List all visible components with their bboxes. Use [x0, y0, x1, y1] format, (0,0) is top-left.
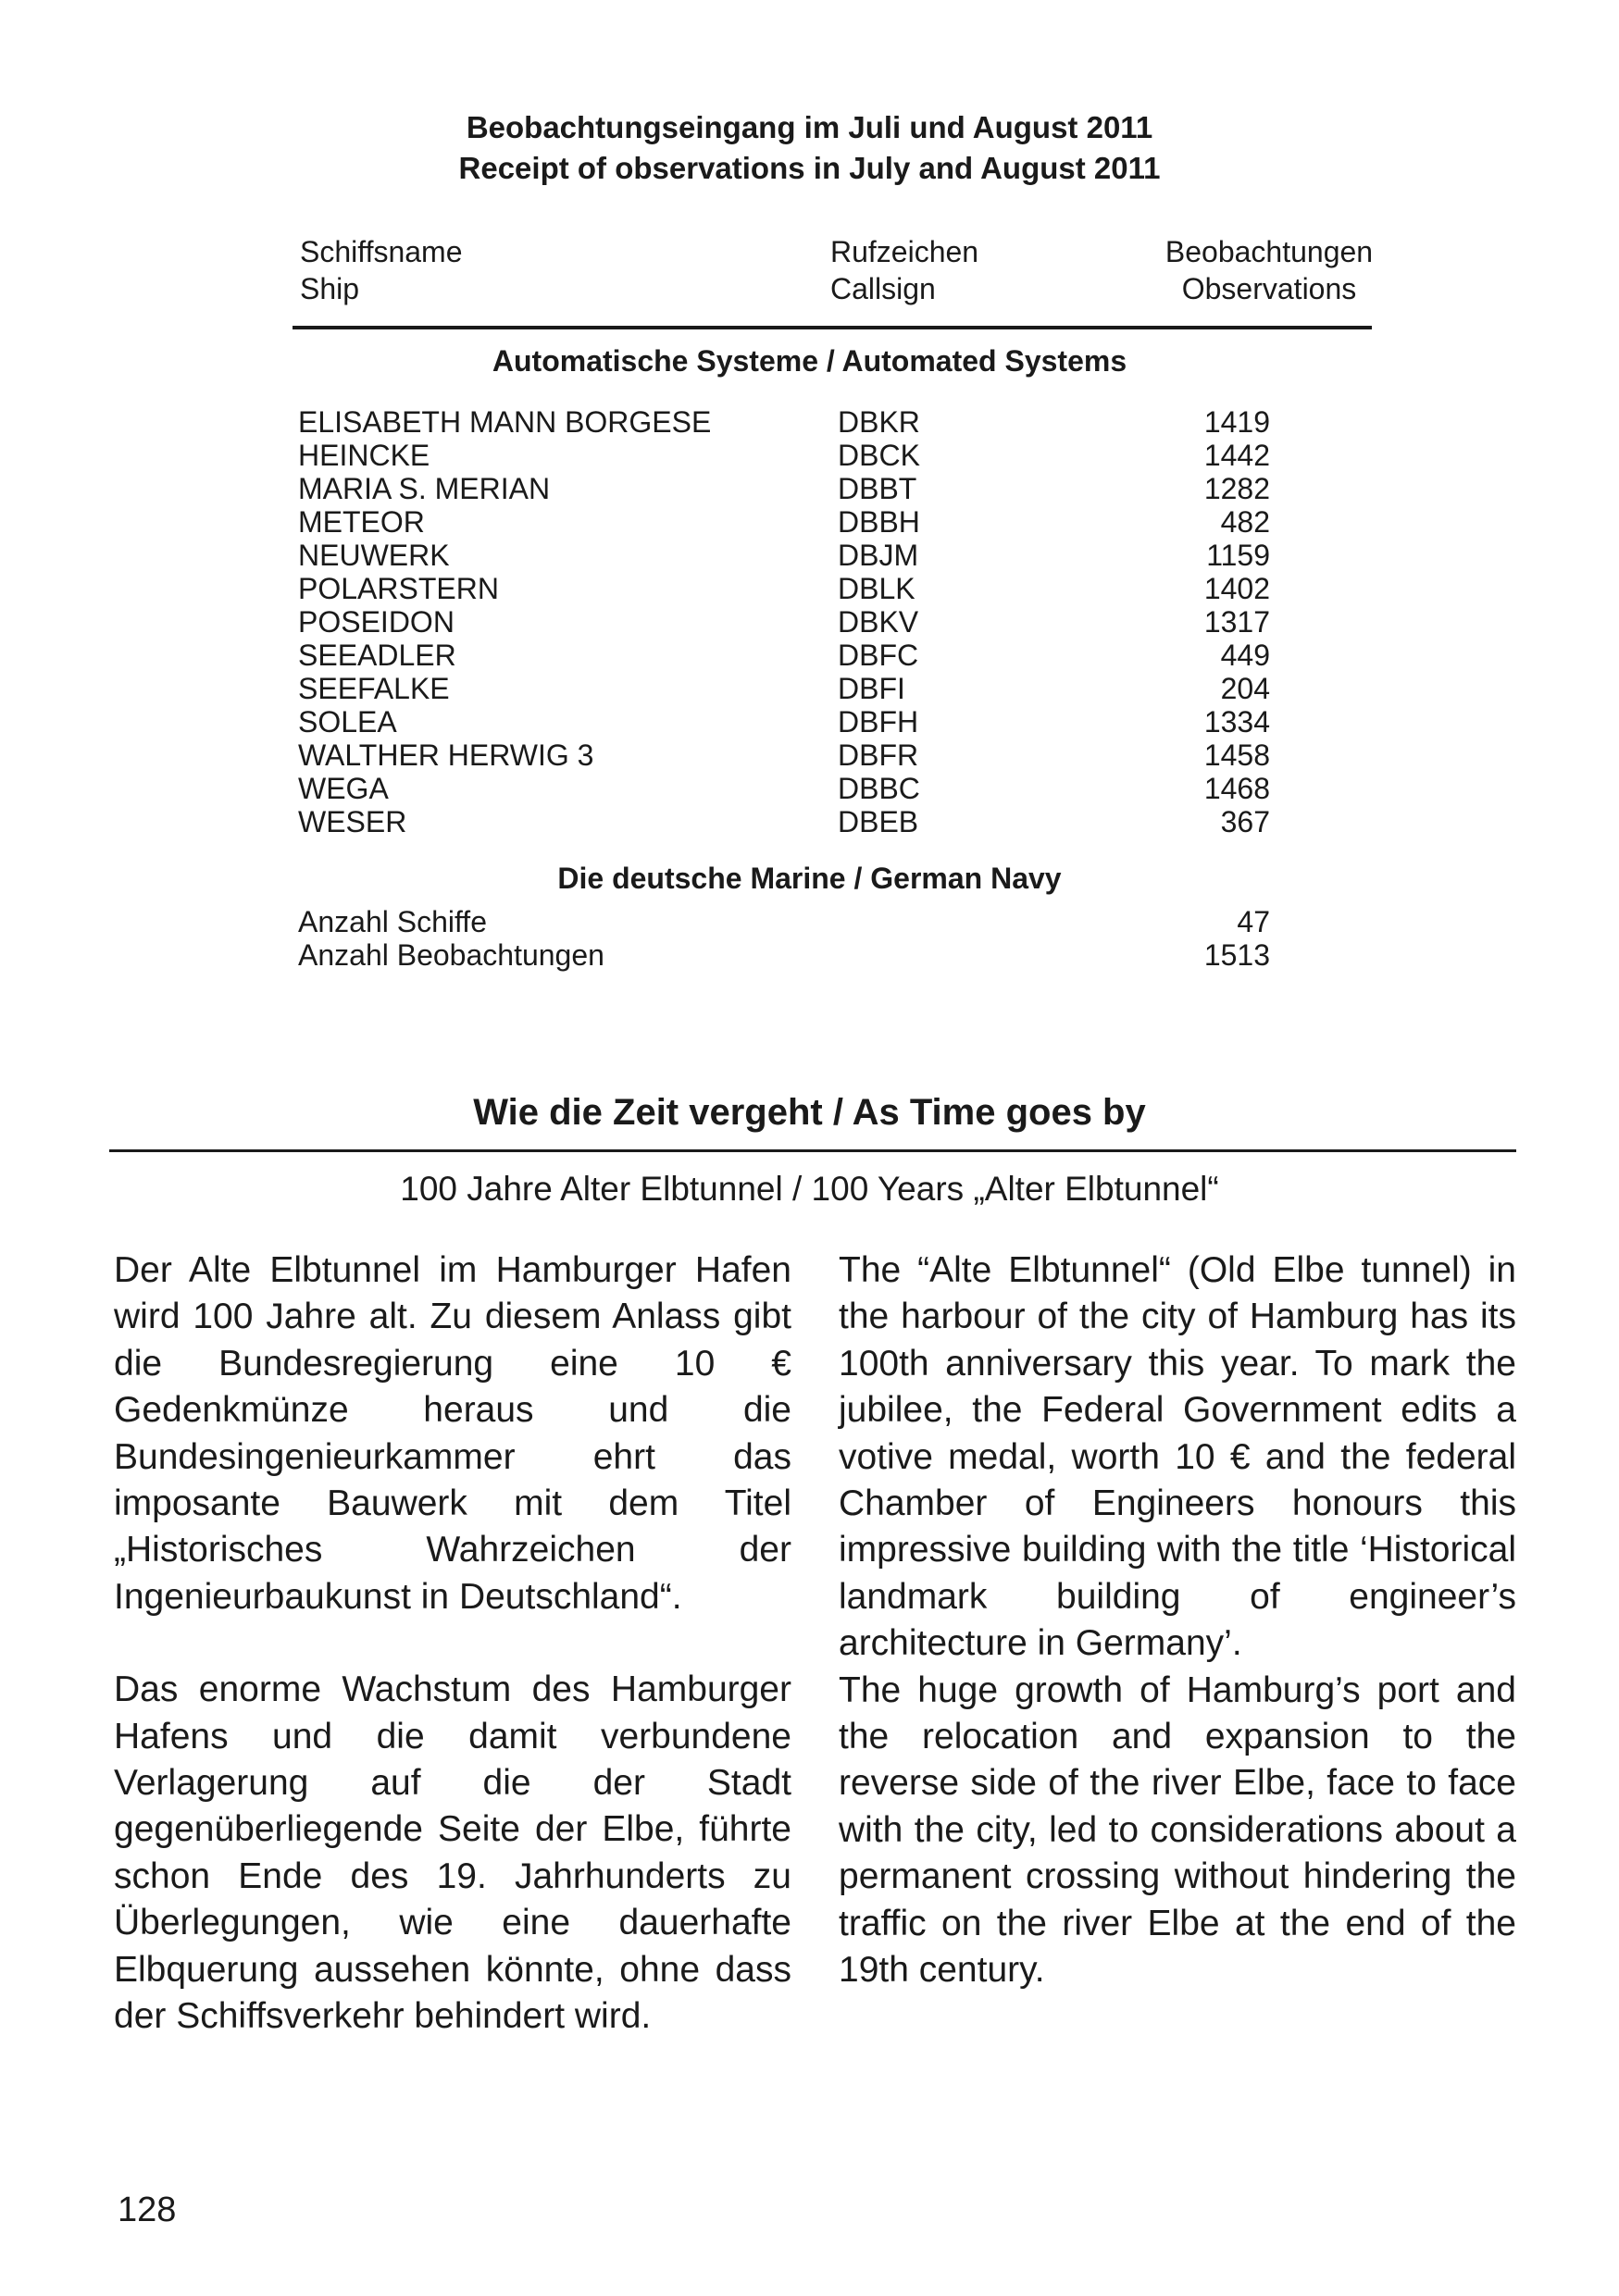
- ship-name: HEINCKE: [298, 439, 430, 472]
- table-row: [298, 705, 1270, 738]
- ship-name: SOLEA: [298, 705, 397, 738]
- ship-observations: 1317: [1203, 605, 1270, 639]
- table-header-rule: [293, 326, 1372, 329]
- ship-callsign: DBBC: [838, 772, 920, 805]
- column-header-ship-en: Ship: [300, 272, 360, 305]
- table-row: [298, 505, 1270, 539]
- column-header-obs-de: Beobachtungen: [1164, 235, 1374, 268]
- ship-observations: 1419: [1203, 405, 1270, 439]
- ship-name: WESER: [298, 805, 407, 838]
- column-header-callsign-de: Rufzeichen: [830, 235, 979, 268]
- ship-callsign: DBFI: [838, 672, 905, 705]
- table-row: [298, 772, 1270, 805]
- ship-name: NEUWERK: [298, 539, 450, 572]
- navy-ships-label: Anzahl Schiffe: [298, 905, 487, 938]
- table-row: [298, 539, 1270, 572]
- table-row: [298, 805, 1270, 838]
- article-paragraph-en-1: The “Alte Elbtunnel“ (Old Elbe tunnel) in the harbour of the city of Hamburg has its 100th anniversary this year. To mark the jubilee, the Federal Government edits a votive medal, worth 10 € and the federal Chamber of Engineers honours this impressive building with the title ‘Historical landmark building of engineer’s architecture in Germany’.: [839, 1250, 1516, 1664]
- table-title-en: Receipt of observations in July and August 2011: [458, 151, 1161, 185]
- navy-table: [298, 905, 1270, 972]
- table-row: [298, 738, 1270, 772]
- ship-name: WALTHER HERWIG 3: [298, 738, 594, 772]
- column-header-obs-en: Observations: [1181, 272, 1357, 305]
- article-subtitle: 100 Jahre Alter Elbtunnel / 100 Years „Alter Elbtunnel“: [400, 1170, 1219, 1208]
- ship-callsign: DBFH: [838, 705, 919, 738]
- ship-name: SEEADLER: [298, 639, 456, 672]
- ship-name: SEEFALKE: [298, 672, 450, 705]
- automated-systems-heading: Automatische Systeme / Automated Systems: [492, 344, 1127, 378]
- ship-name: POLARSTERN: [298, 572, 499, 605]
- ship-name: ELISABETH MANN BORGESE: [298, 405, 712, 439]
- automated-systems-table: [298, 405, 1270, 838]
- ship-observations: 367: [1220, 805, 1270, 838]
- navy-observations-value: 1513: [1203, 938, 1270, 972]
- ship-observations: 1458: [1203, 738, 1270, 772]
- column-header-callsign-en: Callsign: [830, 272, 936, 305]
- ship-observations: 1159: [1206, 539, 1270, 572]
- article-title: Wie die Zeit vergeht / As Time goes by: [473, 1092, 1146, 1133]
- ship-observations: 1334: [1203, 705, 1270, 738]
- ship-observations: 482: [1220, 505, 1270, 539]
- table-row: [298, 639, 1270, 672]
- ship-name: MARIA S. MERIAN: [298, 472, 551, 505]
- ship-observations: 1402: [1203, 572, 1270, 605]
- table-row: [298, 938, 1270, 972]
- ship-name: POSEIDON: [298, 605, 455, 639]
- ship-callsign: DBFC: [838, 639, 919, 672]
- article-column-en: [839, 1247, 1516, 1994]
- navy-heading: Die deutsche Marine / German Navy: [557, 862, 1062, 895]
- ship-observations: 1468: [1203, 772, 1270, 805]
- ship-callsign: DBFR: [838, 738, 919, 772]
- table-row: [298, 905, 1270, 938]
- ship-observations: 1442: [1203, 439, 1270, 472]
- table-row: [298, 605, 1270, 639]
- ship-name: WEGA: [298, 772, 389, 805]
- ship-callsign: DBBH: [838, 505, 920, 539]
- table-row: [298, 439, 1270, 472]
- ship-callsign: DBEB: [838, 805, 919, 838]
- article-paragraph-de-2: Das enorme Wachstum des Hamburger Hafens und die damit verbundene Verlagerung auf die der Stadt gegenüberliegende Seite der Elbe, führte schon Ende des 19. Jahrhunderts zu Überlegungen, wie eine dauerhafte Elbquerung aussehen könnte, ohne dass der Schiffsverkehr behindert wird.: [114, 1669, 791, 2037]
- table-row: [298, 405, 1270, 439]
- ship-observations: 204: [1220, 672, 1270, 705]
- ship-observations: 1282: [1203, 472, 1270, 505]
- ship-callsign: DBKV: [838, 605, 919, 639]
- ship-callsign: DBCK: [838, 439, 920, 472]
- article-title-rule: [109, 1149, 1516, 1152]
- navy-observations-label: Anzahl Beobachtungen: [298, 938, 604, 972]
- table-row: [298, 672, 1270, 705]
- ship-callsign: DBBT: [838, 472, 917, 505]
- ship-callsign: DBKR: [838, 405, 920, 439]
- navy-ships-value: 47: [1237, 905, 1270, 938]
- page-number: 128: [118, 2191, 177, 2229]
- ship-name: METEOR: [298, 505, 425, 539]
- column-header-ship-de: Schiffsname: [300, 235, 463, 268]
- ship-callsign: DBJM: [838, 539, 919, 572]
- article-paragraph-en-2: The huge growth of Hamburg’s port and the relocation and expansion to the reverse side of the river Elbe, face to face with the city, led to considerations about a permanent crossing without hindering the traffic on the river Elbe at the end of the 19th century.: [839, 1669, 1516, 1991]
- article-column-de: [114, 1247, 791, 2041]
- article-paragraph-de-1: Der Alte Elbtunnel im Hamburger Hafen wird 100 Jahre alt. Zu diesem Anlass gibt die Bundesregierung eine 10 € Gedenkmünze heraus und die Bundesingenieurkammer ehrt das imposante Bauwerk mit dem Titel „Historisches Wahrzeichen der Ingenieurbaukunst in Deutschland“.: [114, 1250, 791, 1617]
- table-row: [298, 572, 1270, 605]
- ship-callsign: DBLK: [838, 572, 915, 605]
- table-row: [298, 472, 1270, 505]
- ship-observations: 449: [1220, 639, 1270, 672]
- table-title-de: Beobachtungseingang im Juli und August 2011: [466, 110, 1153, 144]
